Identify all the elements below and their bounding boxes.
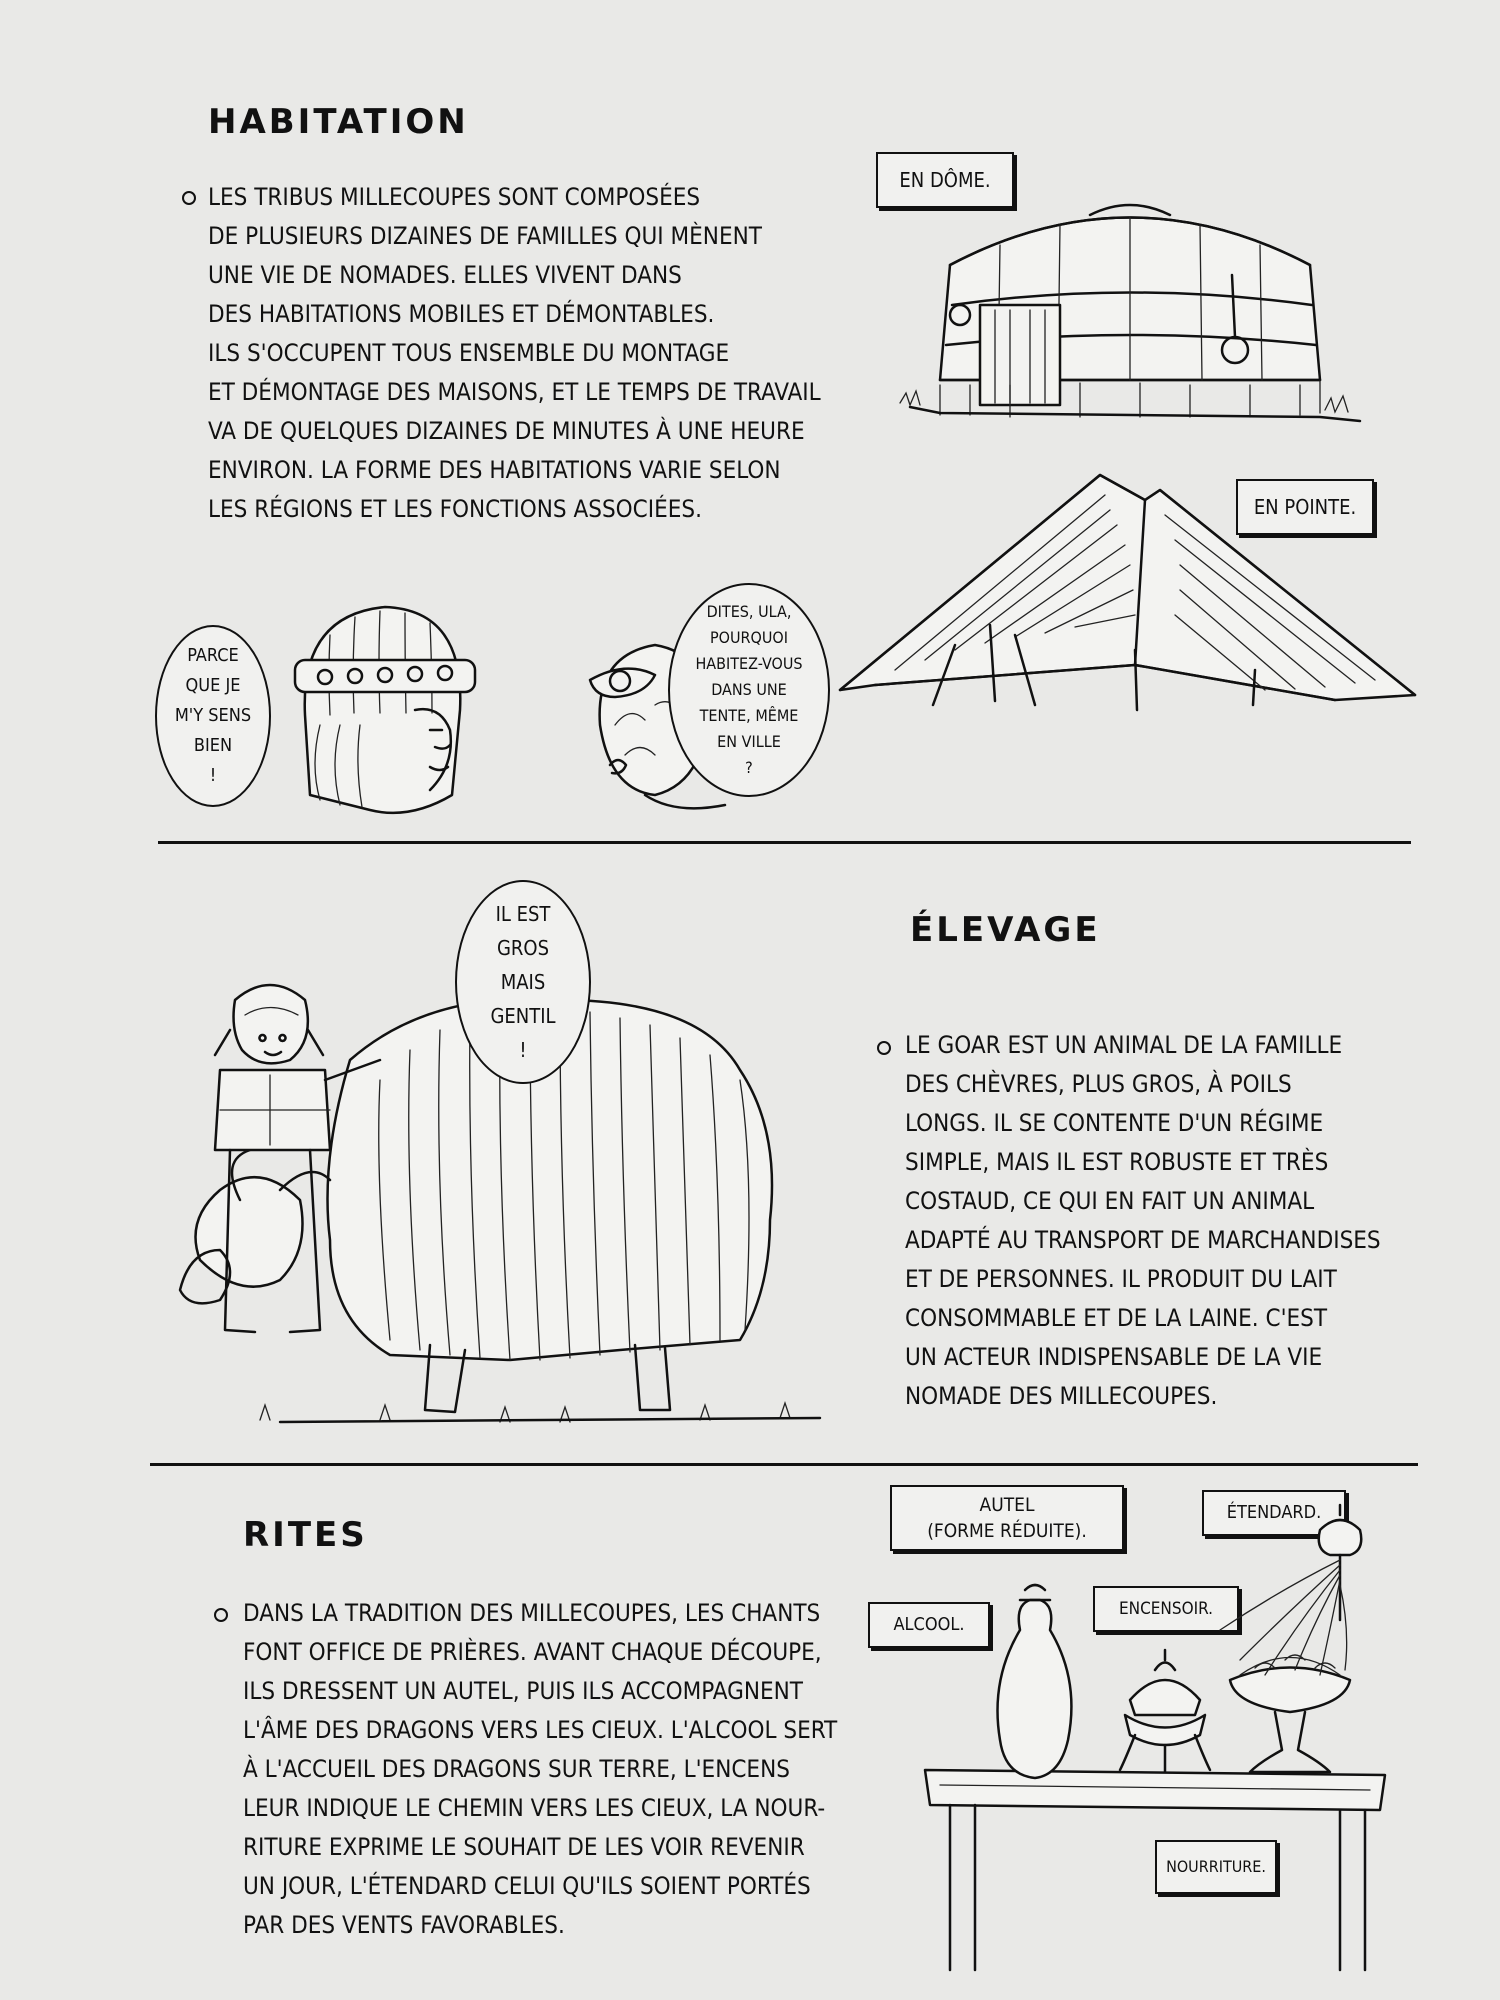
label-nourriture: NOURRITURE. (1155, 1840, 1277, 1894)
elevage-text: LE GOAR EST UN ANIMAL DE LA FAMILLE DES CHÈVRES, PLUS GROS, À POILS LONGS. IL SE CONTENTE D'UN RÉGIME SIMPLE, MAIS IL EST ROBUSTE ET TRÈS COSTAUD, CE QUI EN FAIT UN ANIMAL ADAPTÉ AU TRANSPORT DE MARCHANDISES ET DE PERSONNES. IL PRODUIT DU LAIT CONSOMMABLE ET DE LA LAINE. C'EST UN ACTEUR INDISPENSABLE DE LA VIE NOMADE DES MILLECOUPES. (905, 1031, 1381, 1410)
speech-bubble-dites-ula: DITES, ULA, POURQUOI HABITEZ-VOUS DANS UNE TENTE, MÊME EN VILLE ? (668, 583, 830, 797)
yurt-dome-illustration (880, 185, 1380, 435)
altar-illustration (920, 1500, 1390, 1980)
speech-bubble-il-est-gros: IL EST GROS MAIS GENTIL ! (455, 880, 591, 1084)
speech-bubble-parce-que: PARCE QUE JE M'Y SENS BIEN ! (155, 625, 271, 807)
label-autel: AUTEL (FORME RÉDUITE). (890, 1485, 1124, 1551)
label-etendard: ÉTENDARD. (1202, 1490, 1346, 1536)
label-alcool: ALCOOL. (868, 1602, 990, 1648)
habitation-bullet (182, 191, 196, 205)
label-encensoir: ENCENSOIR. (1093, 1586, 1239, 1632)
habitation-text: LES TRIBUS MILLECOUPES SONT COMPOSÉES DE PLUSIEURS DIZAINES DE FAMILLES QUI MÈNENT UNE VIE DE NOMADES. ELLES VIVENT DANS DES HABITATIONS MOBILES ET DÉMONTABLES. ILS S'OCCUPENT TOUS ENSEMBLE DU MONTAGE ET DÉMONTAGE DES MAISONS, ET LE TEMPS DE TRAVAIL VA DE QUELQUES DIZAINES DE MINUTES À UNE HEURE ENVIRON. LA FORME DES HABITATIONS VARIE SELON LES RÉGIONS ET LES FONCTIONS ASSOCIÉES. (208, 183, 821, 523)
rites-bullet (214, 1608, 228, 1622)
habitation-title: HABITATION (208, 102, 469, 142)
ula-character-illustration (280, 595, 480, 820)
label-en-dome: EN DÔME. (876, 152, 1014, 208)
elevage-bullet (877, 1041, 891, 1055)
rites-title: RITES (243, 1515, 368, 1555)
divider-top (158, 841, 1411, 844)
elevage-title: ÉLEVAGE (910, 910, 1101, 950)
label-en-pointe: EN POINTE. (1236, 479, 1374, 535)
pointed-tent-illustration (835, 465, 1425, 715)
divider-bottom (150, 1463, 1418, 1466)
rites-text: DANS LA TRADITION DES MILLECOUPES, LES CHANTS FONT OFFICE DE PRIÈRES. AVANT CHAQUE DÉCOUPE, ILS DRESSENT UN AUTEL, PUIS ILS ACCOMPAGNENT L'ÂME DES DRAGONS VERS LES CIEUX. L'ALCOOL SERT À L'ACCUEIL DES DRAGONS SUR TERRE, L'ENCENS LEUR INDIQUE LE CHEMIN VERS LES CIEUX, LA NOUR- RITURE EXPRIME LE SOUHAIT DE LES VOIR REVENIR UN JOUR, L'ÉTENDARD CELUI QU'ILS SOIENT PORTÉS PAR DES VENTS FAVORABLES. (243, 1599, 838, 1939)
